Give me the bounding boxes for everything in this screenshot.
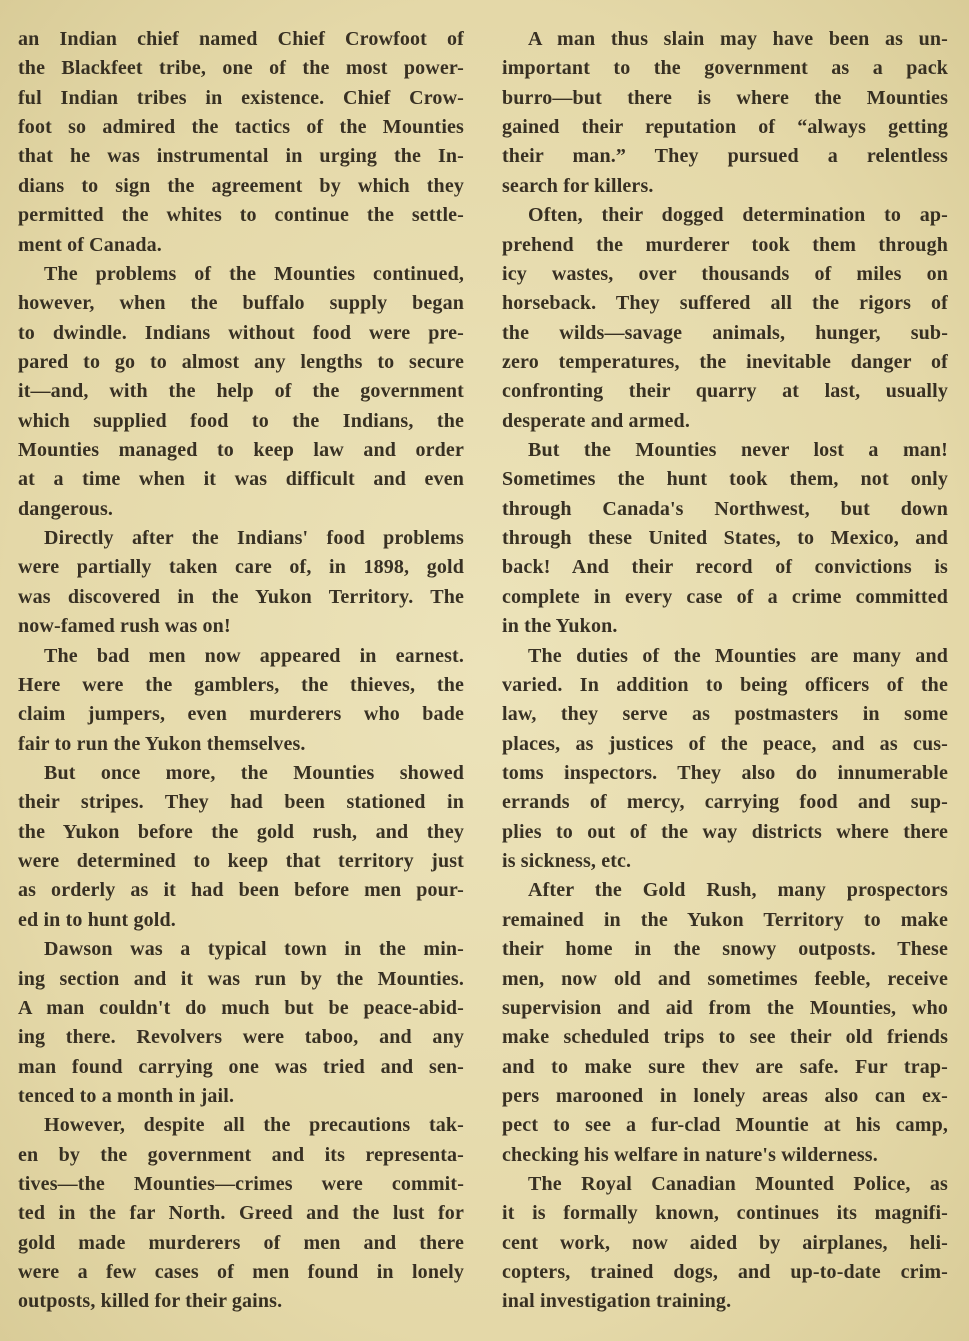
- text-line: zero temperatures, the inevitable danger of: [502, 350, 948, 373]
- text-line: inal investigation training.: [502, 1290, 732, 1313]
- text-line: But once more, the Mounties showed: [44, 761, 464, 784]
- text-line: ing section and it was run by the Mounties.: [18, 967, 464, 990]
- text-line: ing there. Revolvers were taboo, and any: [18, 1026, 464, 1049]
- text-line: en by the government and its representa-: [18, 1143, 464, 1166]
- text-line: back! And their record of convictions is: [502, 556, 948, 579]
- text-line: Here were the gamblers, the thieves, the: [18, 673, 464, 696]
- text-line: A man thus slain may have been as un-: [528, 28, 948, 50]
- text-line: men, now old and sometimes feeble, receive: [502, 967, 948, 990]
- text-line: cent work, now aided by airplanes, heli-: [502, 1231, 948, 1254]
- text-line: copters, trained dogs, and up-to-date crim-: [502, 1261, 948, 1284]
- paragraph: [502, 1170, 948, 1317]
- text-line: claim jumpers, even murderers who bade: [18, 703, 464, 726]
- paragraph: [18, 759, 464, 935]
- text-line: as orderly as it had been before men pour-: [18, 879, 464, 902]
- paragraph: [18, 260, 464, 524]
- text-line: dangerous.: [18, 497, 114, 520]
- text-line: it—and, with the help of the government: [18, 380, 464, 403]
- text-line: tives—the Mounties—crimes were commit-: [18, 1173, 464, 1196]
- text-line: After the Gold Rush, many prospectors: [528, 879, 948, 902]
- text-line: supervision and aid from the Mounties, who: [502, 996, 948, 1019]
- paragraph: [502, 436, 948, 642]
- text-line: burro—but there is where the Mounties: [502, 86, 948, 109]
- text-line: the Yukon before the gold rush, and they: [18, 820, 464, 843]
- text-line: ed in to hunt gold.: [18, 908, 176, 931]
- text-line: were a few cases of men found in lonely: [18, 1261, 464, 1284]
- text-line: checking his welfare in nature's wilderness.: [502, 1143, 878, 1166]
- text-line: is sickness, etc.: [502, 850, 632, 873]
- text-line: ment of Canada.: [18, 233, 162, 256]
- paragraph: [18, 935, 464, 1111]
- text-line: outposts, killed for their gains.: [18, 1290, 283, 1313]
- text-line: Directly after the Indians' food problems: [44, 527, 464, 550]
- text-line: their home in the snowy outposts. These: [502, 938, 948, 961]
- text-line: permitted the whites to continue the settle-: [18, 204, 464, 227]
- text-line: places, as justices of the peace, and as cus-: [502, 732, 948, 755]
- paragraph: [18, 1111, 464, 1317]
- text-line: errands of mercy, carrying food and sup-: [502, 791, 948, 814]
- text-line: But the Mounties never lost a man!: [528, 439, 948, 462]
- text-line: Sometimes the hunt took them, not only: [502, 468, 948, 491]
- text-line: to dwindle. Indians without food were pre-: [18, 321, 464, 344]
- text-line: However, despite all the precautions tak-: [44, 1114, 464, 1137]
- text-line: A man couldn't do much but be peace-abid-: [18, 996, 464, 1019]
- text-line: were partially taken care of, in 1898, gold: [18, 556, 464, 579]
- text-line: gold made murderers of men and there: [18, 1231, 464, 1254]
- text-line: search for killers.: [502, 174, 654, 197]
- text-line: was discovered in the Yukon Territory. The: [18, 585, 464, 608]
- text-line: it is formally known, continues its magnifi-: [502, 1202, 948, 1225]
- text-line: their man.” They pursued a relentless: [502, 145, 948, 168]
- text-line: pared to go to almost any lengths to secure: [18, 350, 464, 373]
- text-line: The problems of the Mounties continued,: [44, 262, 464, 285]
- text-line: an Indian chief named Chief Crowfoot of: [18, 28, 464, 50]
- text-line: the wilds—savage animals, hunger, sub-: [502, 321, 948, 344]
- text-line: however, when the buffalo supply began: [18, 292, 464, 315]
- text-line: through Canada's Northwest, but down: [502, 497, 948, 520]
- text-line: prehend the murderer took them through: [502, 233, 948, 256]
- text-line: important to the government as a pack: [502, 57, 948, 80]
- text-line: fair to run the Yukon themselves.: [18, 732, 306, 755]
- paragraph: [18, 25, 464, 260]
- text-line: in the Yukon.: [502, 615, 618, 638]
- paragraph: [18, 524, 464, 641]
- text-line: confronting their quarry at last, usually: [502, 380, 948, 403]
- text-line: make scheduled trips to see their old friends: [502, 1026, 948, 1049]
- text-line: complete in every case of a crime committed: [502, 585, 948, 608]
- text-line: remained in the Yukon Territory to make: [502, 908, 948, 931]
- text-line: man found carrying one was tried and sen-: [18, 1055, 464, 1078]
- text-line: Often, their dogged determination to ap-: [528, 204, 948, 227]
- text-line: The duties of the Mounties are many and: [528, 644, 948, 667]
- text-line: toms inspectors. They also do innumerable: [502, 761, 948, 784]
- text-line: Dawson was a typical town in the min-: [44, 938, 464, 961]
- right-column: [502, 25, 948, 1317]
- text-line: Mounties managed to keep law and order: [18, 439, 464, 462]
- left-column: [18, 25, 464, 1317]
- text-line: horseback. They suffered all the rigors of: [502, 292, 948, 315]
- text-line: law, they serve as postmasters in some: [502, 703, 948, 726]
- text-line: pers marooned in lonely areas also can ex-: [502, 1084, 948, 1107]
- text-line: varied. In addition to being officers of the: [502, 673, 948, 696]
- text-line: The Royal Canadian Mounted Police, as: [528, 1173, 948, 1196]
- text-line: plies to out of the way districts where there: [502, 820, 948, 843]
- text-line: pect to see a fur-clad Mountie at his camp,: [502, 1114, 948, 1137]
- text-line: now-famed rush was on!: [18, 615, 231, 638]
- text-line: the Blackfeet tribe, one of the most power-: [18, 57, 464, 80]
- text-line: their stripes. They had been stationed in: [18, 791, 464, 814]
- text-line: icy wastes, over thousands of miles on: [502, 262, 948, 285]
- paragraph: [18, 642, 464, 759]
- text-line: and to make sure thev are safe. Fur trap-: [502, 1055, 948, 1078]
- text-line: that he was instrumental in urging the In-: [18, 145, 464, 168]
- paragraph: [502, 876, 948, 1170]
- text-line: through these United States, to Mexico, and: [502, 527, 948, 550]
- paragraph: [502, 201, 948, 436]
- paragraph: [502, 642, 948, 877]
- text-line: ted in the far North. Greed and the lust for: [18, 1202, 464, 1225]
- text-line: foot so admired the tactics of the Mounties: [18, 116, 464, 139]
- text-line: tenced to a month in jail.: [18, 1084, 235, 1107]
- text-line: which supplied food to the Indians, the: [18, 409, 464, 432]
- text-line: were determined to keep that territory just: [18, 850, 464, 873]
- text-line: gained their reputation of “always getting: [502, 116, 948, 139]
- text-line: desperate and armed.: [502, 409, 690, 432]
- text-line: The bad men now appeared in earnest.: [44, 644, 464, 667]
- text-line: ful Indian tribes in existence. Chief Crow-: [18, 86, 464, 109]
- text-line: dians to sign the agreement by which they: [18, 174, 464, 197]
- text-line: at a time when it was difficult and even: [18, 468, 464, 491]
- paragraph: [502, 25, 948, 201]
